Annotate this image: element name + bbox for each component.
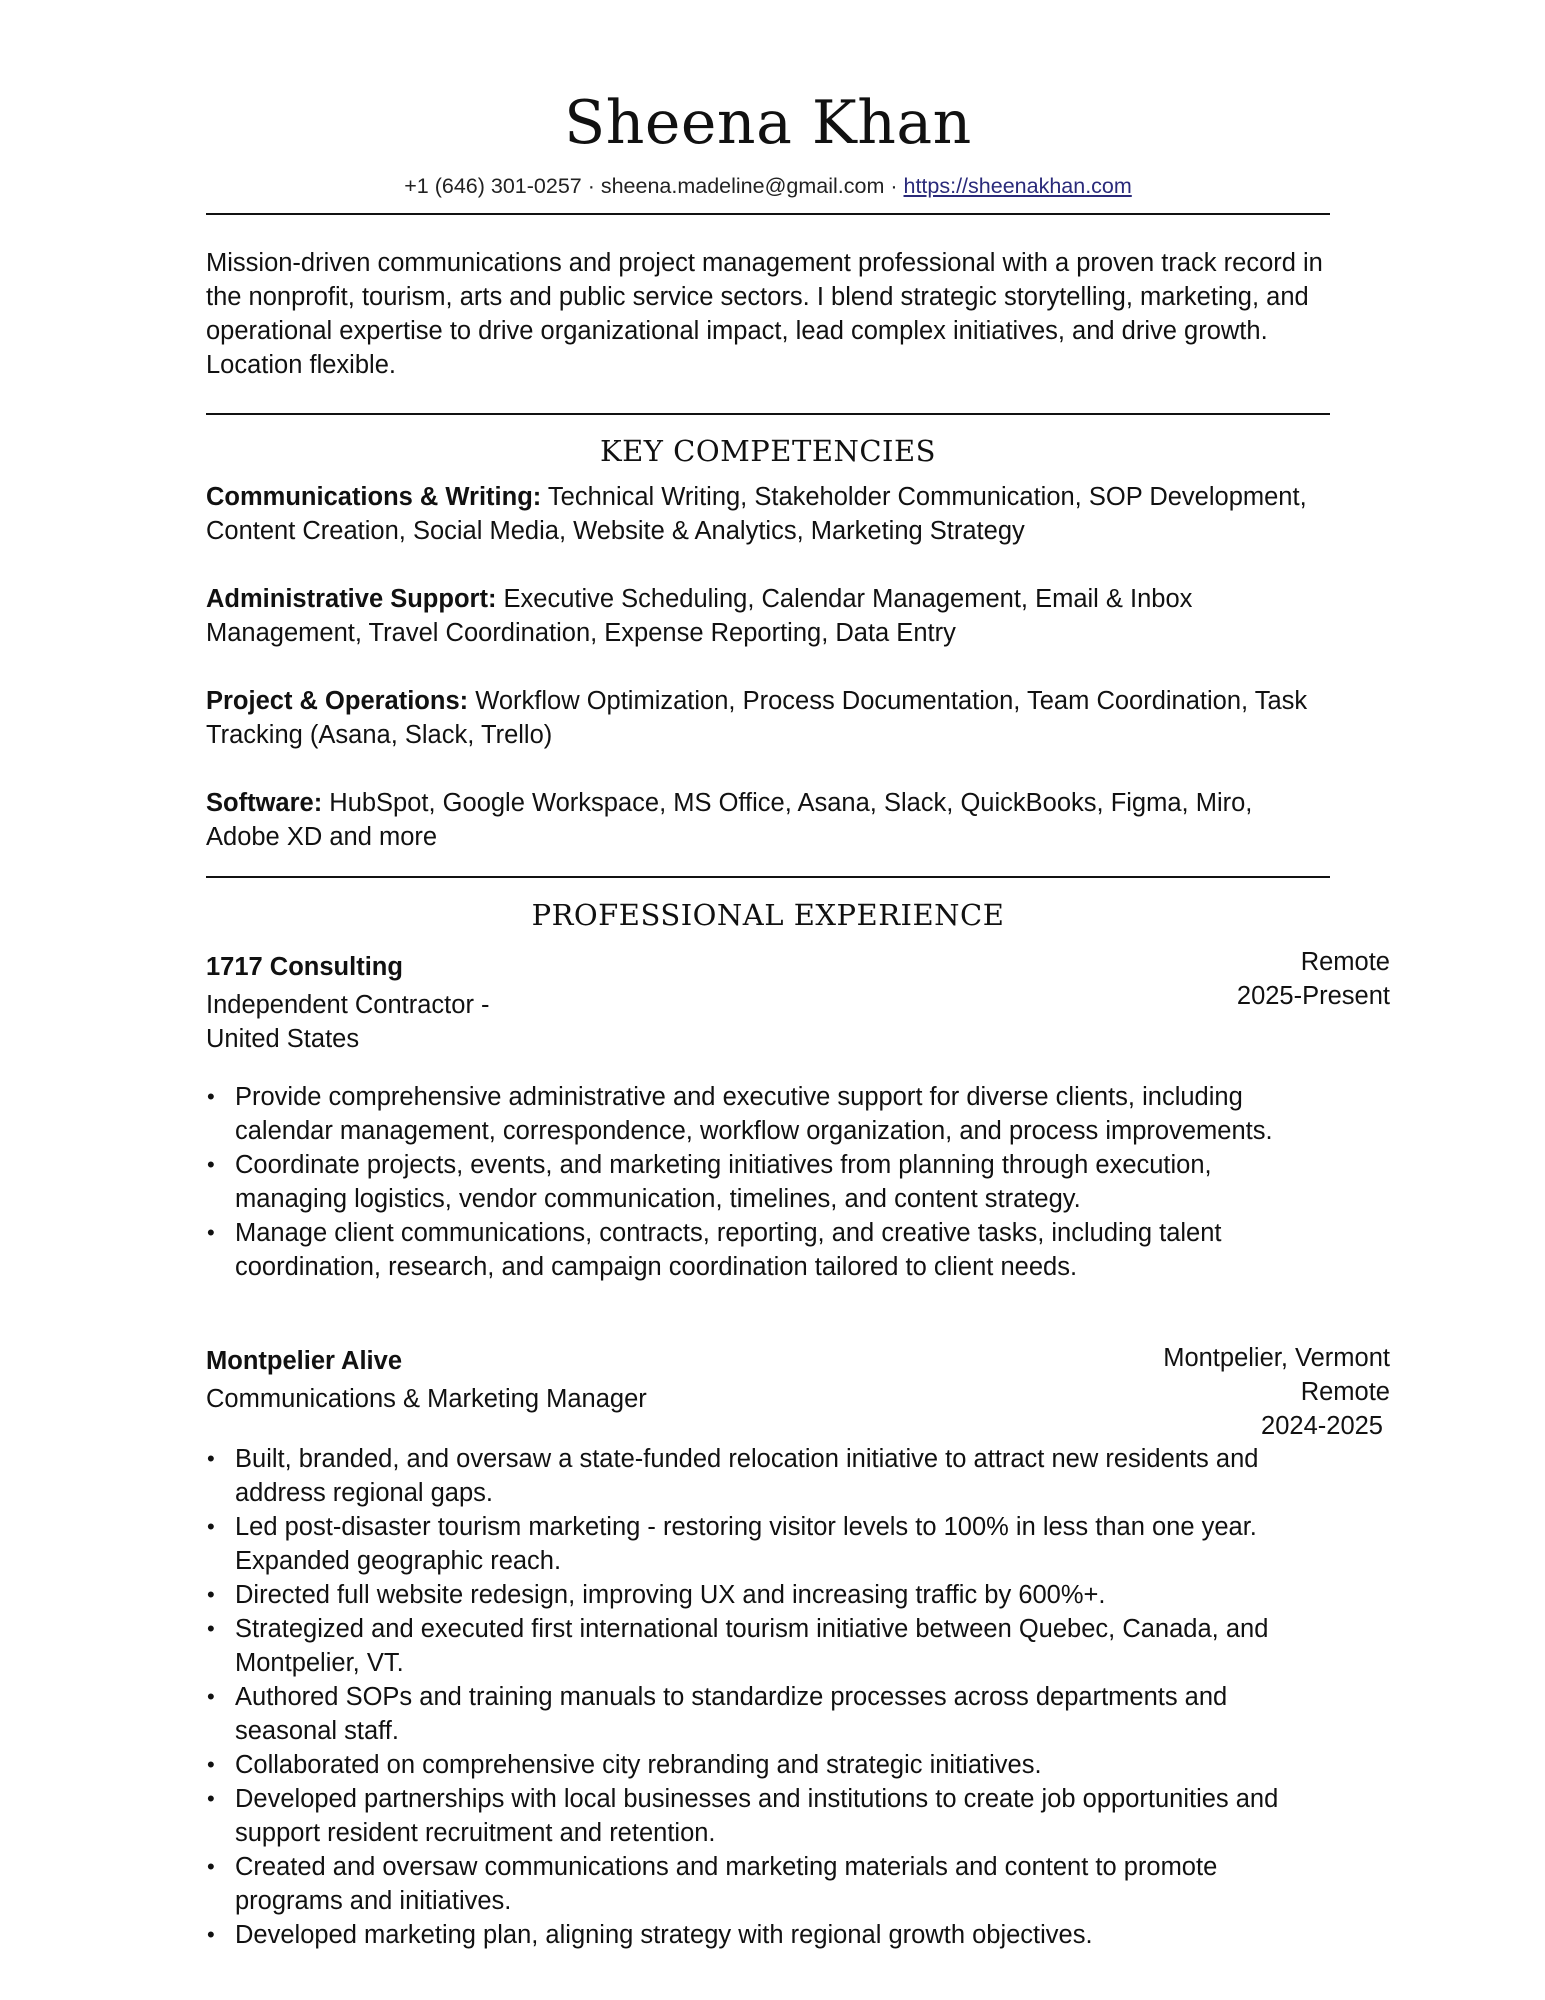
competency-text: Workflow Optimization, Process Documentation, Team Coordination, Task Tracking (Asana, Slack, Trello)	[206, 687, 1308, 749]
list-item: • Manage client communications, contracts, reporting, and creative tasks, including talent coordination, research, and campaign coordination tailored to client needs.	[235, 1216, 1330, 1284]
job-location-dates	[990, 945, 1390, 1013]
job-title-line: Communications & Marketing Manager	[206, 1385, 647, 1413]
competency-label: Administrative Support:	[206, 585, 497, 613]
list-item: • Authored SOPs and training manuals to standardize processes across departments and seasonal staff.	[235, 1680, 1330, 1748]
competency-label: Project & Operations:	[206, 687, 469, 715]
job-location-dates	[990, 1341, 1390, 1443]
competency-text: HubSpot, Google Workspace, MS Office, Asana, Slack, QuickBooks, Figma, Miro, Adobe XD and more	[206, 789, 1253, 851]
contact-line	[206, 174, 1330, 199]
job-title-line: Independent Contractor -	[206, 991, 490, 1019]
job-bullets	[206, 1442, 1330, 1952]
job-company: 1717 Consulting	[206, 953, 403, 981]
competency-item	[206, 684, 1330, 752]
list-item: • Developed marketing plan, aligning strategy with regional growth objectives.	[235, 1918, 1330, 1952]
experience-heading: PROFESSIONAL EXPERIENCE	[531, 898, 1005, 932]
job-location-mode: Remote	[1300, 1378, 1390, 1406]
job-dates: 2024-2025	[1261, 1412, 1383, 1440]
job-location: Montpelier, Vermont	[1163, 1344, 1390, 1372]
competency-label: Software:	[206, 789, 323, 817]
competency-text: Executive Scheduling, Calendar Management, Email & Inbox Management, Travel Coordination, Expense Reporting, Data Entry	[206, 585, 1193, 647]
job-bullets	[206, 1080, 1330, 1284]
competency-item	[206, 582, 1330, 650]
competency-item	[206, 786, 1330, 854]
list-item: • Provide comprehensive administrative and executive support for diverse clients, including calendar management, correspondence, workflow organization, and process improvements.	[235, 1080, 1330, 1148]
candidate-name: Sheena Khan	[564, 88, 972, 158]
job-company: Montpelier Alive	[206, 1347, 403, 1375]
competencies-heading: KEY COMPETENCIES	[599, 434, 937, 468]
website-link[interactable]: https://sheenakhan.com	[903, 174, 1132, 198]
list-item: • Collaborated on comprehensive city rebranding and strategic initiatives.	[235, 1748, 1330, 1782]
list-item: • Created and oversaw communications and marketing materials and content to promote programs and initiatives.	[235, 1850, 1330, 1918]
competencies-divider	[206, 876, 1330, 878]
list-item: • Developed partnerships with local businesses and institutions to create job opportunities and support resident recruitment and retention.	[235, 1782, 1330, 1850]
list-item: • Coordinate projects, events, and marketing initiatives from planning through execution, managing logistics, vendor communication, timelines, and content strategy.	[235, 1148, 1330, 1216]
list-item: • Led post-disaster tourism marketing - restoring visitor levels to 100% in less than one year. Expanded geographic reach.	[235, 1510, 1330, 1578]
summary-divider	[206, 413, 1330, 415]
header-divider	[206, 213, 1330, 215]
job-location: Remote	[1300, 948, 1390, 976]
list-item: • Strategized and executed first international tourism initiative between Quebec, Canada, and Montpelier, VT.	[235, 1612, 1330, 1680]
contact-phone-email: +1 (646) 301-0257 · sheena.madeline@gmail.com ·	[404, 174, 904, 198]
job-title	[206, 988, 490, 1056]
job-title-line: United States	[206, 1025, 360, 1053]
summary-paragraph: Mission-driven communications and project management professional with a proven track record in the nonprofit, tourism, arts and public service sectors. I blend strategic storytelling, marketing, and operational expertise to drive organizational impact, lead complex initiatives, and drive growth. Location flexible.	[206, 249, 1323, 379]
list-item: • Built, branded, and oversaw a state-funded relocation initiative to attract new residents and address regional gaps.	[235, 1442, 1330, 1510]
competency-item	[206, 480, 1330, 548]
competency-label: Communications & Writing:	[206, 483, 542, 511]
competency-text: Technical Writing, Stakeholder Communication, SOP Development, Content Creation, Social Media, Website & Analytics, Marketing Strategy	[206, 483, 1307, 545]
list-item: • Directed full website redesign, improving UX and increasing traffic by 600%+.	[235, 1578, 1330, 1612]
job-title	[206, 1382, 647, 1416]
job-dates: 2025-Present	[1236, 982, 1390, 1010]
